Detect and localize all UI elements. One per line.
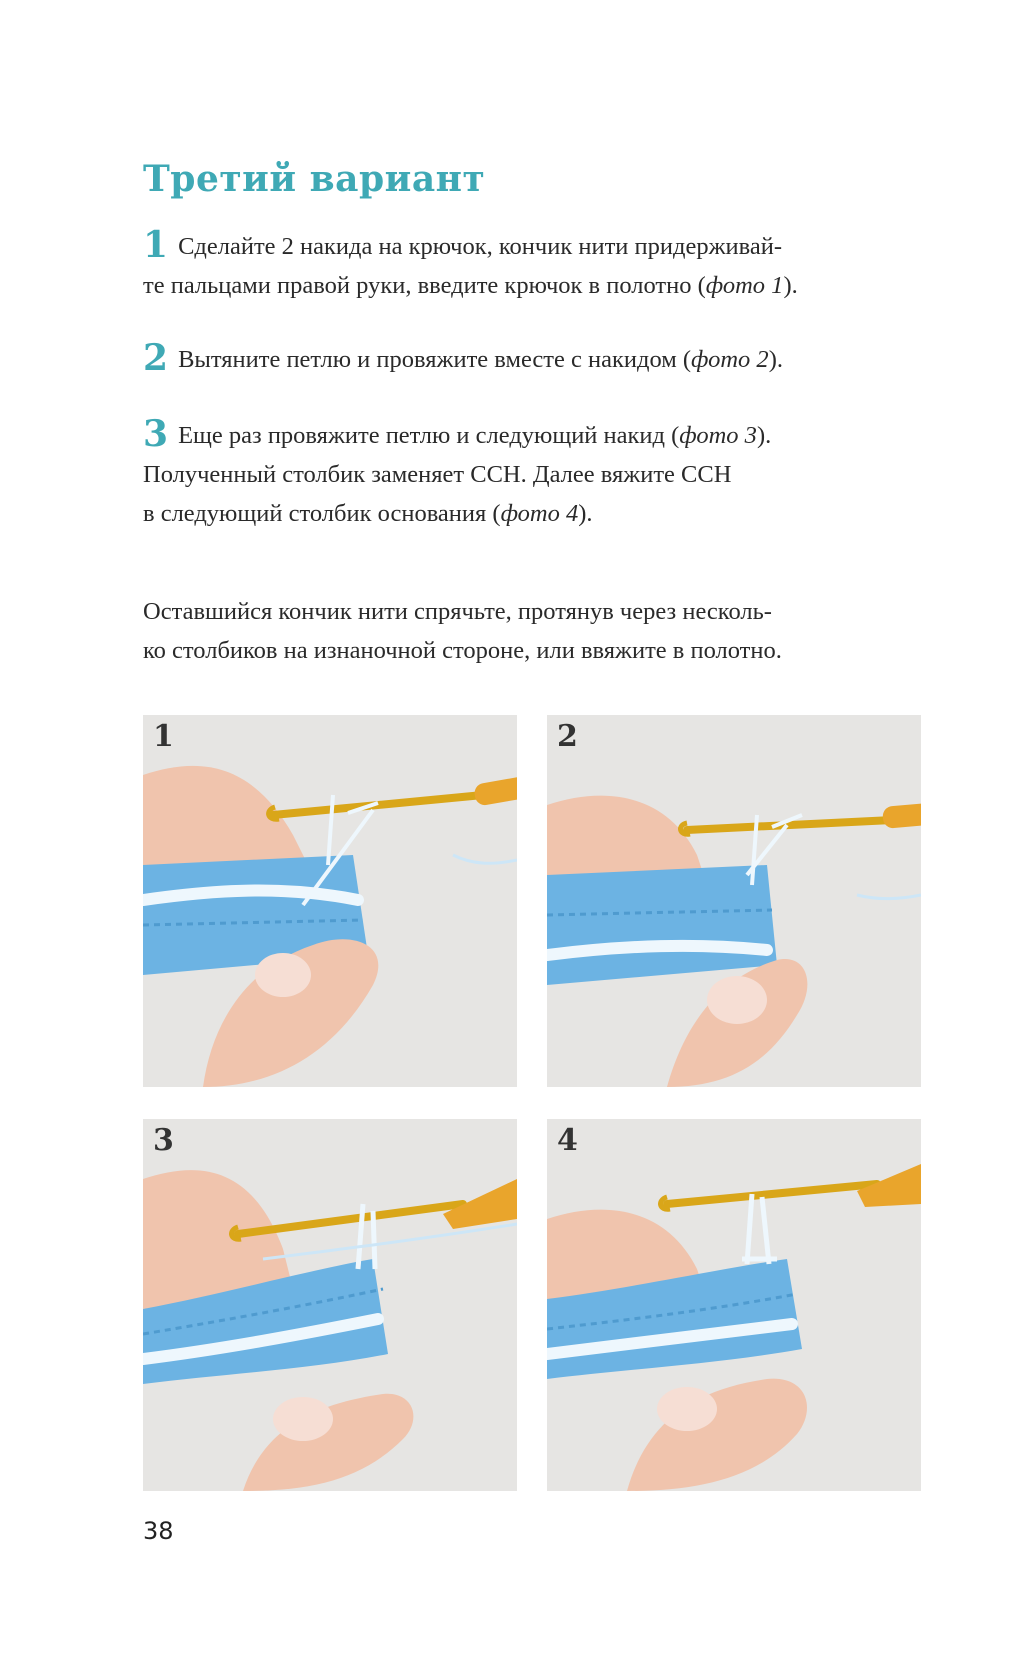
step-text: Еще раз провяжите петлю и следующий накид ( bbox=[178, 422, 680, 449]
photo-reference: фото 1 bbox=[705, 272, 784, 299]
step-1 bbox=[143, 226, 933, 305]
photo-reference: фото 4 bbox=[500, 500, 579, 527]
step-text: ). bbox=[756, 422, 772, 449]
page-title: Третий вариант bbox=[143, 158, 486, 200]
step-text: Сделайте 2 накида на крючок, кончик нити придерживай- bbox=[178, 233, 782, 260]
step-3 bbox=[143, 415, 933, 533]
step-text: Полученный столбик заменяет ССН. Далее вяжите ССН bbox=[143, 461, 732, 488]
crochet-photo-icon bbox=[547, 1119, 921, 1491]
step-2 bbox=[143, 339, 933, 379]
photo-label: 3 bbox=[153, 1123, 174, 1158]
step-text: те пальцами правой руки, введите крючок в полотно ( bbox=[143, 272, 706, 299]
step-text: в следующий столбик основания ( bbox=[143, 500, 501, 527]
step-text: Вытяните петлю и провяжите вместе с накидом ( bbox=[178, 346, 692, 373]
note-text: Оставшийся кончик нити спрячьте, протянув через несколь- bbox=[143, 598, 772, 625]
photo-3 bbox=[143, 1119, 517, 1491]
photo-label: 4 bbox=[557, 1123, 578, 1158]
step-text: ). bbox=[768, 346, 783, 373]
photo-label: 2 bbox=[557, 719, 578, 754]
photo-2 bbox=[547, 715, 921, 1087]
page-number: 38 bbox=[143, 1517, 174, 1545]
photo-reference: фото 2 bbox=[691, 346, 769, 373]
photo-1 bbox=[143, 715, 517, 1087]
step-number: 3 bbox=[143, 413, 169, 455]
crochet-photo-icon bbox=[143, 1119, 517, 1491]
photo-4 bbox=[547, 1119, 921, 1491]
step-text: ). bbox=[783, 272, 798, 299]
photo-label: 1 bbox=[153, 719, 174, 754]
crochet-photo-icon bbox=[547, 715, 921, 1087]
photo-reference: фото 3 bbox=[679, 422, 757, 449]
step-number: 1 bbox=[143, 224, 169, 266]
closing-note bbox=[143, 592, 933, 670]
crochet-photo-icon bbox=[143, 715, 517, 1087]
step-text: ). bbox=[578, 500, 593, 527]
note-text: ко столбиков на изнаночной стороне, или ввяжите в полотно. bbox=[143, 637, 782, 664]
step-number: 2 bbox=[143, 337, 169, 379]
